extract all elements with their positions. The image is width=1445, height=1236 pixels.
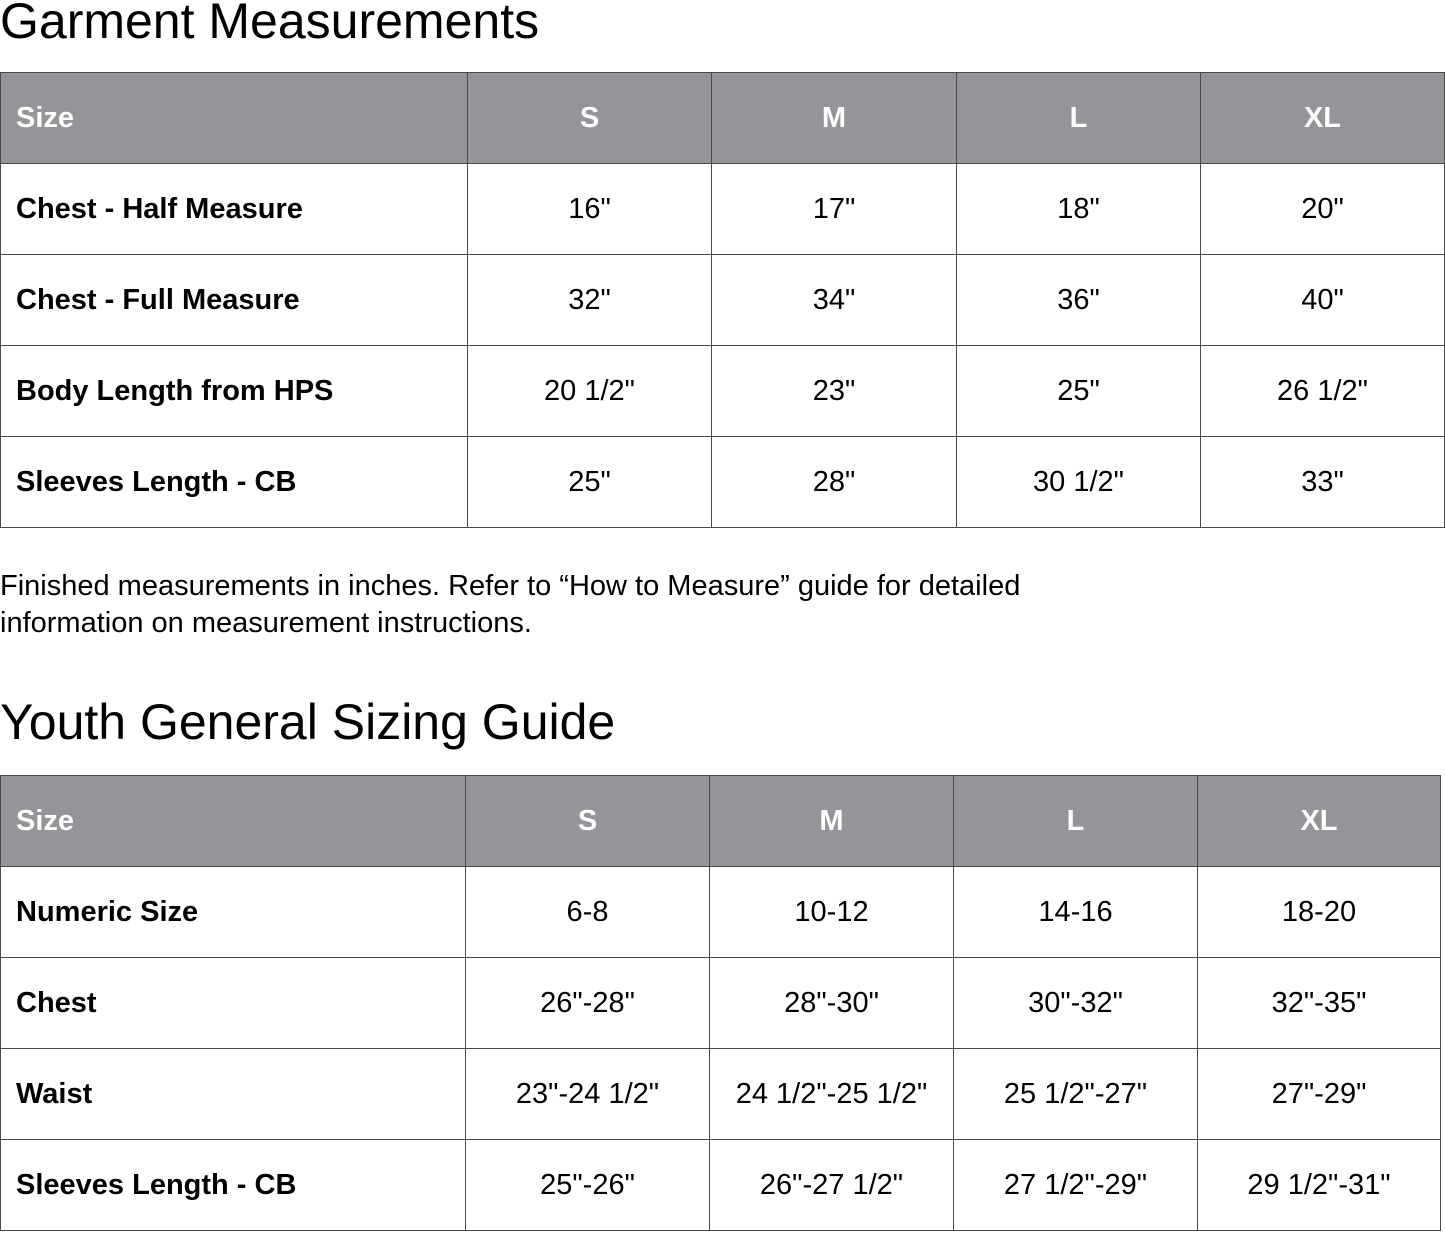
table-row xyxy=(1,958,1441,1049)
youth-sizing-guide-title: Youth General Sizing Guide xyxy=(0,694,616,750)
table-row xyxy=(1,1140,1441,1231)
row-label: Sleeves Length - CB xyxy=(1,437,468,528)
table-cell: 30 1/2" xyxy=(957,437,1201,528)
table-cell: 28" xyxy=(712,437,957,528)
table-cell: 25"-26" xyxy=(466,1140,710,1231)
table-cell: 27 1/2"-29" xyxy=(954,1140,1198,1231)
table-cell: 20" xyxy=(1201,164,1445,255)
table-row xyxy=(1,437,1445,528)
table-row xyxy=(1,164,1445,255)
header-xl: XL xyxy=(1198,776,1441,867)
garment-measurements-table xyxy=(0,72,1445,528)
table-row xyxy=(1,346,1445,437)
header-l: L xyxy=(957,73,1201,164)
table-cell: 14-16 xyxy=(954,867,1198,958)
table-row xyxy=(1,867,1441,958)
table-cell: 10-12 xyxy=(710,867,954,958)
table-cell: 30"-32" xyxy=(954,958,1198,1049)
table-cell: 25" xyxy=(468,437,712,528)
table-cell: 23" xyxy=(712,346,957,437)
table-cell: 28"-30" xyxy=(710,958,954,1049)
header-l: L xyxy=(954,776,1198,867)
measurement-note: Finished measurements in inches. Refer to “How to Measure” guide for detailed information on measurement instructions. xyxy=(0,570,1021,639)
row-label: Chest - Full Measure xyxy=(1,255,468,346)
table-cell: 16" xyxy=(468,164,712,255)
youth-sizing-table xyxy=(0,775,1441,1231)
table-cell: 24 1/2"-25 1/2" xyxy=(710,1049,954,1140)
header-xl: XL xyxy=(1201,73,1445,164)
table-header-row xyxy=(1,776,1441,867)
row-label: Chest xyxy=(1,958,466,1049)
table-cell: 17" xyxy=(712,164,957,255)
row-label: Numeric Size xyxy=(1,867,466,958)
table-cell: 29 1/2"-31" xyxy=(1198,1140,1441,1231)
header-s: S xyxy=(466,776,710,867)
table-cell: 32"-35" xyxy=(1198,958,1441,1049)
table-cell: 25 1/2"-27" xyxy=(954,1049,1198,1140)
table-cell: 40" xyxy=(1201,255,1445,346)
table-cell: 26"-28" xyxy=(466,958,710,1049)
table-cell: 26"-27 1/2" xyxy=(710,1140,954,1231)
table-cell: 6-8 xyxy=(466,867,710,958)
table-cell: 26 1/2" xyxy=(1201,346,1445,437)
table-cell: 34" xyxy=(712,255,957,346)
header-s: S xyxy=(468,73,712,164)
row-label: Chest - Half Measure xyxy=(1,164,468,255)
header-size: Size xyxy=(1,776,466,867)
table-cell: 23"-24 1/2" xyxy=(466,1049,710,1140)
header-size: Size xyxy=(1,73,468,164)
header-m: M xyxy=(712,73,957,164)
table-row xyxy=(1,255,1445,346)
table-row xyxy=(1,1049,1441,1140)
table-cell: 20 1/2" xyxy=(468,346,712,437)
table-cell: 25" xyxy=(957,346,1201,437)
row-label: Sleeves Length - CB xyxy=(1,1140,466,1231)
table-header-row xyxy=(1,73,1445,164)
table-cell: 18" xyxy=(957,164,1201,255)
table-cell: 36" xyxy=(957,255,1201,346)
table-cell: 27"-29" xyxy=(1198,1049,1441,1140)
table-cell: 33" xyxy=(1201,437,1445,528)
table-cell: 18-20 xyxy=(1198,867,1441,958)
row-label: Body Length from HPS xyxy=(1,346,468,437)
garment-measurements-title: Garment Measurements xyxy=(0,0,540,49)
row-label: Waist xyxy=(1,1049,466,1140)
header-m: M xyxy=(710,776,954,867)
table-cell: 32" xyxy=(468,255,712,346)
